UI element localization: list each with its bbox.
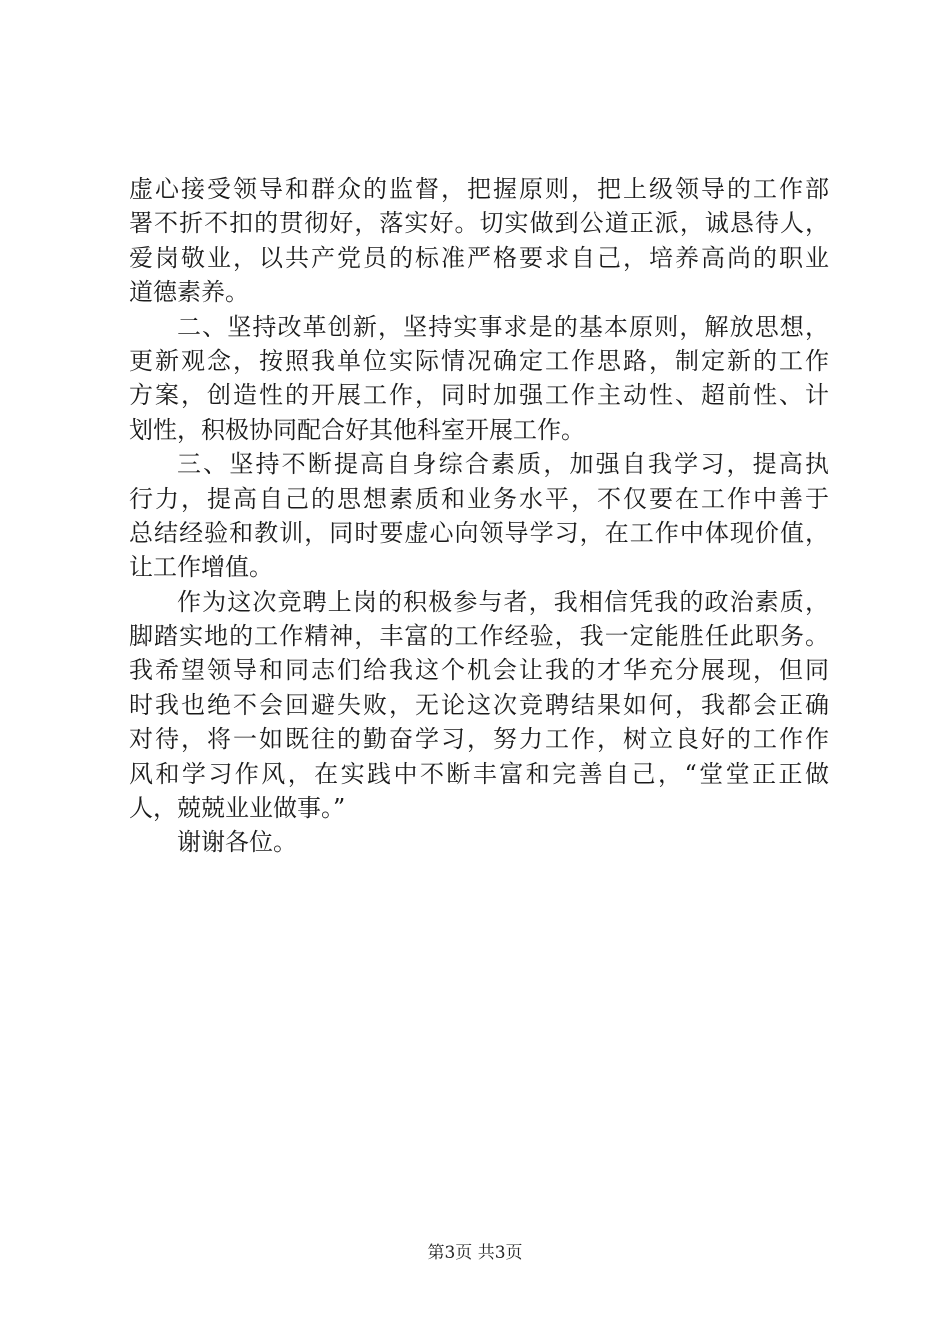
text-line: 虚心接受领导和群众的监督，把握原则，把上级领导的工作部 [129, 175, 829, 203]
text-line: 脚踏实地的工作精神，丰富的工作经验，我一定能胜任此职务。 [129, 622, 829, 651]
text-line: 署不折不扣的贯彻好，落实好。切实做到公道正派，诚恳待人， [129, 209, 829, 238]
text-line: 行力，提高自己的思想素质和业务水平，不仅要在工作中善于 [129, 484, 829, 513]
document-body [129, 172, 829, 860]
text-line: 作为这次竞聘上岗的积极参与者，我相信凭我的政治素质， [177, 587, 829, 616]
text-line: 总结经验和教训，同时要虚心向领导学习，在工作中体现价值， [129, 518, 829, 547]
page-number-footer: 第3页 共3页 [427, 1243, 523, 1263]
text-line: 时我也绝不会回避失败，无论这次竞聘结果如何，我都会正确 [129, 690, 829, 719]
text-line: 谢谢各位。 [177, 828, 297, 857]
text-line: 人，兢兢业业做事。” [129, 794, 346, 823]
text-line: 对待，将一如既往的勤奋学习，努力工作，树立良好的工作作 [129, 725, 829, 754]
text-line: 更新观念，按照我单位实际情况确定工作思路，制定新的工作 [129, 346, 829, 375]
text-line: 爱岗敬业，以共产党员的标准严格要求自己，培养高尚的职业 [129, 243, 829, 272]
text-line: 划性，积极协同配合好其他科室开展工作。 [129, 415, 585, 444]
text-line: 风和学习作风，在实践中不断丰富和完善自己，“堂堂正正做 [129, 759, 829, 788]
text-line: 让工作增值。 [129, 553, 273, 582]
text-line: 我希望领导和同志们给我这个机会让我的才华充分展现，但同 [129, 656, 829, 685]
text-line: 三、坚持不断提高自身综合素质，加强自我学习，提高执 [177, 450, 829, 479]
text-line: 二、坚持改革创新，坚持实事求是的基本原则，解放思想， [177, 312, 829, 341]
text-line: 道德素养。 [129, 278, 249, 307]
text-line: 方案，创造性的开展工作，同时加强工作主动性、超前性、计 [129, 381, 829, 410]
